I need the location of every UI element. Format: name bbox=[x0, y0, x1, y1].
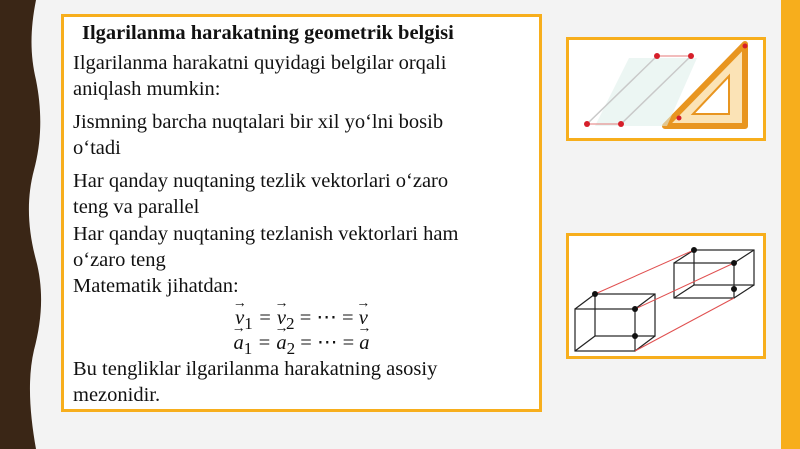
vector-a: → a bbox=[276, 332, 286, 355]
text-line: Matematik jihatdan: bbox=[73, 275, 239, 297]
conclusion-line: Bu tengliklar ilgarilanma harakatning asosiy bbox=[73, 358, 438, 380]
velocity-equation: → $v_1$ = → $v_2$ = ⋯ = → v bbox=[64, 305, 539, 334]
vector-v: → v bbox=[235, 307, 244, 330]
acceleration-equation: → $a_1$ = → $a_2$ = ⋯ = → a bbox=[64, 330, 539, 359]
text-line: o‘tadi bbox=[73, 137, 121, 159]
text-line: Har qanday nuqtaning tezlik vektorlari o‘zaro bbox=[73, 170, 449, 192]
vector-v: → v bbox=[359, 307, 368, 330]
equation-ellipsis: = ⋯ = bbox=[295, 332, 360, 354]
equation-ellipsis: = ⋯ = bbox=[294, 307, 359, 329]
text-line: aniqlash mumkin: bbox=[73, 78, 221, 100]
subscript: 2 bbox=[286, 339, 296, 359]
slide-title: Ilgarilanma harakatning geometrik belgisi bbox=[82, 22, 454, 44]
content-text-box bbox=[61, 14, 542, 412]
decorative-left-edge bbox=[0, 0, 48, 449]
vector-a: → a bbox=[359, 332, 369, 355]
decorative-right-bar bbox=[781, 0, 800, 449]
subscript: 1 bbox=[244, 314, 253, 334]
text-line: o‘zaro teng bbox=[73, 249, 166, 271]
text-line: Jismning barcha nuqtalari bir xil yo‘lni bosib bbox=[73, 111, 444, 133]
vector-a: → a bbox=[233, 332, 243, 355]
text-line: teng va parallel bbox=[73, 196, 200, 218]
box-translation-image bbox=[566, 233, 766, 359]
text-line: Ilgarilanma harakatni quyidagi belgilar orqali bbox=[73, 52, 447, 74]
subscript: 1 bbox=[243, 339, 253, 359]
text-line: Har qanday nuqtaning tezlanish vektorlari ham bbox=[73, 223, 459, 245]
subscript: 2 bbox=[286, 314, 295, 334]
set-square-illustration bbox=[569, 40, 763, 138]
vector-v: → v bbox=[277, 307, 286, 330]
box-translation-illustration bbox=[569, 236, 763, 356]
conclusion-line: mezonidir. bbox=[73, 384, 161, 406]
set-square-image bbox=[566, 37, 766, 141]
